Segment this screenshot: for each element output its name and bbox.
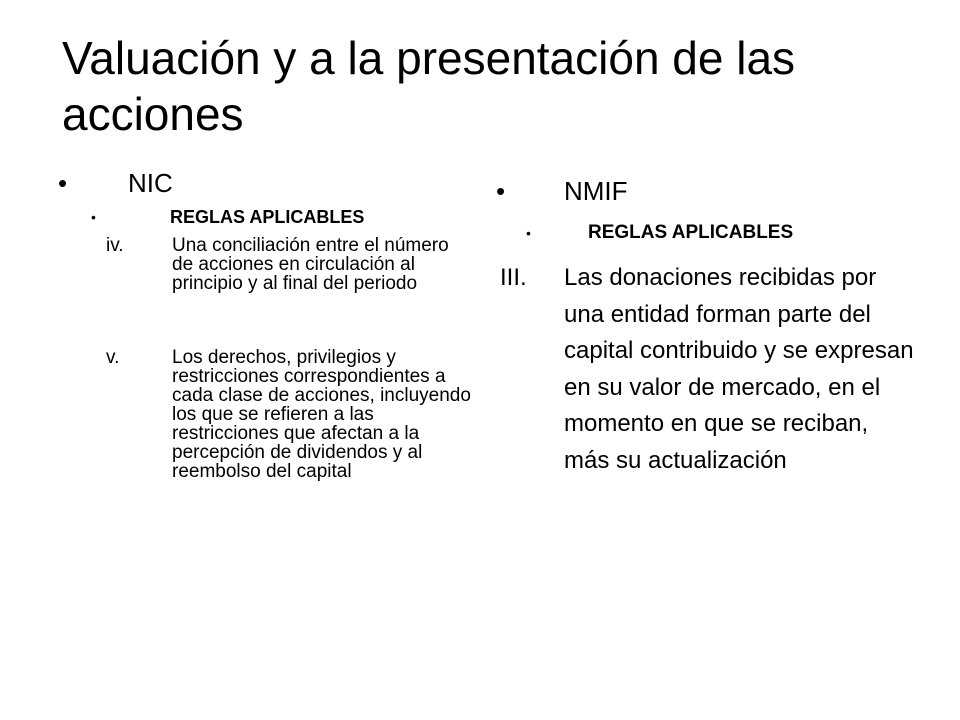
item-number: v. bbox=[106, 347, 120, 368]
item-number: iv. bbox=[106, 235, 124, 256]
item-text: Una conciliación entre el número de acciones en circulación al principio y al final del periodo bbox=[172, 235, 449, 294]
item-text: Las donaciones recibidas por una entidad forman parte del capital contribuido y se expresan en su valor de mercado, en el momento en que se reciban, más su actualización bbox=[564, 264, 914, 474]
right-subheading bbox=[496, 222, 916, 244]
left-subheading bbox=[58, 206, 468, 228]
bullet-icon: • bbox=[526, 225, 531, 241]
left-column-nic bbox=[58, 168, 471, 482]
right-heading-text: NMIF bbox=[564, 176, 628, 206]
right-heading bbox=[496, 176, 916, 214]
item-text: Los derechos, privilegios y restricciones correspondientes a cada clase de acciones, incluyendo los que se refieren a las restricciones que afectan a la percepción de dividendos y al reembolso del capital bbox=[172, 347, 471, 482]
bullet-icon: • bbox=[91, 209, 96, 225]
item-number: III. bbox=[500, 264, 527, 291]
left-heading-text: NIC bbox=[128, 168, 173, 198]
slide-title: Valuación y a la presentación de las acciones bbox=[62, 32, 796, 140]
right-subheading-text: REGLAS APLICABLES bbox=[588, 222, 794, 243]
bullet-icon: • bbox=[58, 168, 68, 198]
left-subheading-text: REGLAS APLICABLES bbox=[170, 207, 365, 227]
right-column-nmif bbox=[496, 176, 916, 474]
bullet-icon: • bbox=[496, 176, 506, 206]
left-heading bbox=[58, 168, 468, 204]
